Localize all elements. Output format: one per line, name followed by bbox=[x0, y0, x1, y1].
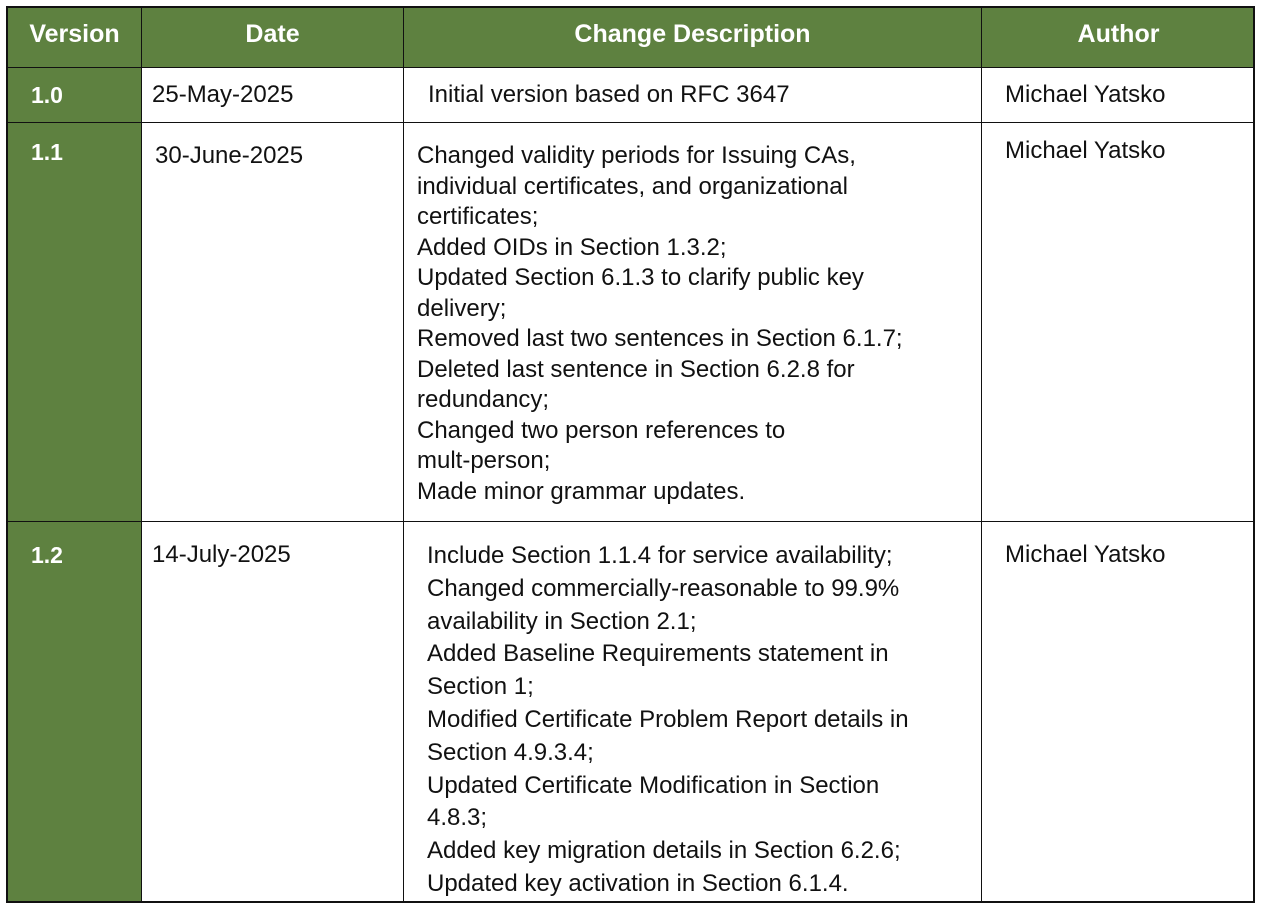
date-cell bbox=[142, 68, 404, 122]
version-number: 1.2 bbox=[31, 542, 63, 568]
description-line: Modified Certificate Problem Report details in bbox=[427, 705, 909, 733]
description-cell bbox=[404, 68, 982, 122]
description-line: Made minor grammar updates. bbox=[417, 477, 746, 505]
revision-history-table bbox=[6, 6, 1255, 903]
description-line: 4.8.3; bbox=[427, 804, 488, 832]
description-line: Updated Section 6.1.3 to clarify public key bbox=[417, 264, 864, 291]
description-line: certificates; bbox=[417, 203, 539, 230]
author-cell bbox=[982, 123, 1255, 521]
description-line: mult-person; bbox=[417, 447, 551, 474]
table-header-row bbox=[8, 8, 1253, 67]
description-line: individual certificates, and organizational bbox=[417, 172, 848, 200]
author-name: Michael Yatsko bbox=[1005, 137, 1166, 164]
author-name: Michael Yatsko bbox=[1005, 81, 1166, 108]
description-line: Updated key activation in Section 6.1.4. bbox=[427, 869, 849, 897]
description-line: delivery; bbox=[417, 294, 507, 322]
description-cell bbox=[404, 522, 982, 901]
header-description: Change Description bbox=[404, 8, 982, 67]
description-line: Changed commercially-reasonable to 99.9% bbox=[427, 574, 900, 602]
version-cell bbox=[8, 123, 142, 521]
description-line: Updated Certificate Modification in Section bbox=[427, 771, 880, 799]
header-author: Author bbox=[1077, 20, 1160, 48]
date-value: 25-May-2025 bbox=[152, 81, 294, 108]
description-line: Section 4.9.3.4; bbox=[427, 738, 594, 766]
author-cell bbox=[982, 68, 1255, 122]
version-cell bbox=[8, 522, 142, 901]
description-line: Added key migration details in Section 6.2.6; bbox=[427, 837, 901, 865]
date-value: 14-July-2025 bbox=[152, 541, 291, 568]
description-lines bbox=[427, 540, 909, 901]
description-line: redundancy; bbox=[417, 386, 550, 413]
description-lines bbox=[428, 80, 790, 111]
date-value: 30-June-2025 bbox=[155, 142, 304, 169]
version-number: 1.1 bbox=[31, 139, 63, 165]
description-line: Initial version based on RFC 3647 bbox=[428, 81, 790, 108]
header-date: Date bbox=[142, 8, 404, 67]
table-row bbox=[8, 67, 1253, 122]
description-line: Section 1; bbox=[427, 673, 534, 701]
author-cell bbox=[982, 522, 1255, 901]
version-cell bbox=[8, 68, 142, 122]
version-number: 1.0 bbox=[31, 82, 63, 108]
description-line: Changed two person references to bbox=[417, 416, 786, 444]
author-name: Michael Yatsko bbox=[1005, 541, 1166, 568]
header-version: Version bbox=[8, 8, 142, 67]
description-lines bbox=[417, 141, 903, 507]
description-line: Deleted last sentence in Section 6.2.8 for bbox=[417, 355, 855, 383]
description-line: Added Baseline Requirements statement in bbox=[427, 640, 889, 668]
description-line: Removed last two sentences in Section 6.1.7; bbox=[417, 325, 903, 352]
date-cell bbox=[142, 123, 404, 521]
description-cell bbox=[404, 123, 982, 521]
table-row bbox=[8, 122, 1253, 521]
date-cell bbox=[142, 522, 404, 901]
description-line: Changed validity periods for Issuing CAs, bbox=[417, 142, 856, 169]
description-line: Include Section 1.1.4 for service availability; bbox=[427, 542, 893, 569]
description-line: availability in Section 2.1; bbox=[427, 607, 697, 635]
description-line: Added OIDs in Section 1.3.2; bbox=[417, 233, 727, 261]
table-row bbox=[8, 521, 1253, 901]
